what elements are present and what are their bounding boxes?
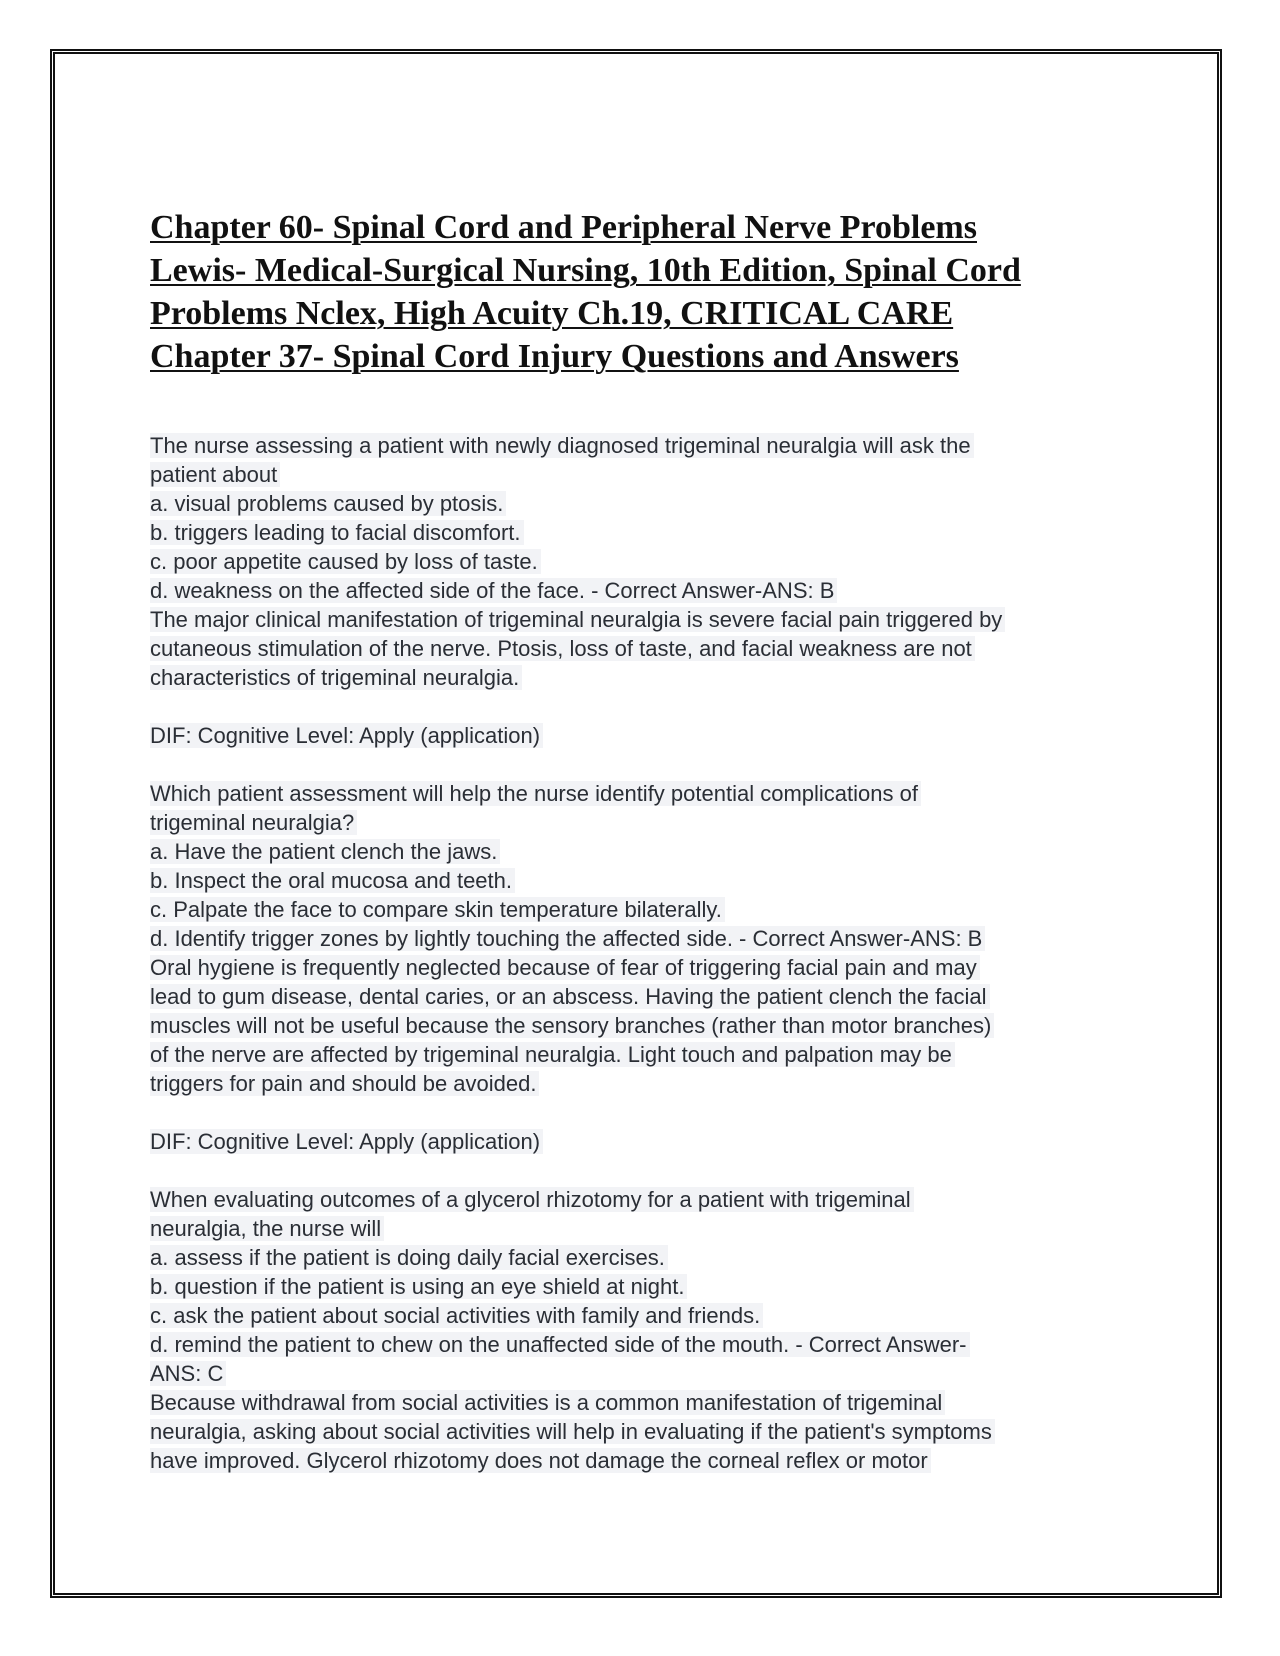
rationale-line: The major clinical manifestation of trigeminal neuralgia is severe facial pain triggered by: [150, 607, 1005, 632]
answer-option: c. poor appetite caused by loss of taste.: [150, 549, 541, 574]
answer-option: a. assess if the patient is doing daily facial exercises.: [150, 1245, 668, 1270]
rationale-line: muscles will not be useful because the sensory branches (rather than motor branches): [150, 1013, 994, 1038]
text-line: patient about: [150, 462, 280, 487]
text-line: neuralgia, the nurse will: [150, 1216, 384, 1241]
difficulty-label: DIF: Cognitive Level: Apply (application): [150, 723, 543, 748]
rationale-line: Oral hygiene is frequently neglected because of fear of triggering facial pain and may: [150, 955, 980, 980]
answer-option: b. Inspect the oral mucosa and teeth.: [150, 868, 515, 893]
rationale-line: have improved. Glycerol rhizotomy does not damage the corneal reflex or motor: [150, 1448, 931, 1473]
rationale-line: triggers for pain and should be avoided.: [150, 1071, 539, 1096]
difficulty-label: DIF: Cognitive Level: Apply (application): [150, 1129, 543, 1154]
question-2: [150, 779, 1130, 1185]
rationale-line: Because withdrawal from social activities is a common manifestation of trigeminal: [150, 1390, 945, 1415]
answer-option: ANS: C: [150, 1361, 226, 1386]
answer-option: d. Identify trigger zones by lightly touching the affected side. - Correct Answer-ANS: B: [150, 926, 985, 951]
title-line: Problems Nclex, High Acuity Ch.19, CRITICAL CARE: [150, 295, 954, 332]
title-line: Chapter 60- Spinal Cord and Peripheral Nerve Problems: [150, 209, 977, 246]
text-line: When evaluating outcomes of a glycerol rhizotomy for a patient with trigeminal: [150, 1187, 914, 1212]
title-line: Chapter 37- Spinal Cord Injury Questions and Answers: [150, 338, 959, 375]
document-content: [150, 206, 1130, 1475]
rationale-line: neuralgia, asking about social activities will help in evaluating if the patient's symptoms: [150, 1419, 995, 1444]
question-3: [150, 1185, 1130, 1475]
answer-option: d. remind the patient to chew on the unaffected side of the mouth. - Correct Answer-: [150, 1332, 970, 1357]
text-line: Which patient assessment will help the nurse identify potential complications of: [150, 781, 921, 806]
answer-option: a. Have the patient clench the jaws.: [150, 839, 500, 864]
answer-option: b. triggers leading to facial discomfort.: [150, 520, 524, 545]
question-list: [150, 431, 1130, 1475]
rationale-line: lead to gum disease, dental caries, or an abscess. Having the patient clench the facial: [150, 984, 990, 1009]
rationale-line: of the nerve are affected by trigeminal neuralgia. Light touch and palpation may be: [150, 1042, 955, 1067]
rationale-line: characteristics of trigeminal neuralgia.: [150, 665, 522, 690]
text-line: The nurse assessing a patient with newly diagnosed trigeminal neuralgia will ask the: [150, 433, 974, 458]
document-title: [150, 206, 1130, 378]
answer-option: b. question if the patient is using an eye shield at night.: [150, 1274, 687, 1299]
title-line: Lewis- Medical-Surgical Nursing, 10th Edition, Spinal Cord: [150, 252, 1021, 289]
answer-option: a. visual problems caused by ptosis.: [150, 491, 506, 516]
answer-option: c. ask the patient about social activities with family and friends.: [150, 1303, 763, 1328]
text-line: trigeminal neuralgia?: [150, 810, 357, 835]
question-1: [150, 431, 1130, 779]
answer-option: d. weakness on the affected side of the face. - Correct Answer-ANS: B: [150, 578, 837, 603]
answer-option: c. Palpate the face to compare skin temperature bilaterally.: [150, 897, 725, 922]
rationale-line: cutaneous stimulation of the nerve. Ptosis, loss of taste, and facial weakness are not: [150, 636, 975, 661]
